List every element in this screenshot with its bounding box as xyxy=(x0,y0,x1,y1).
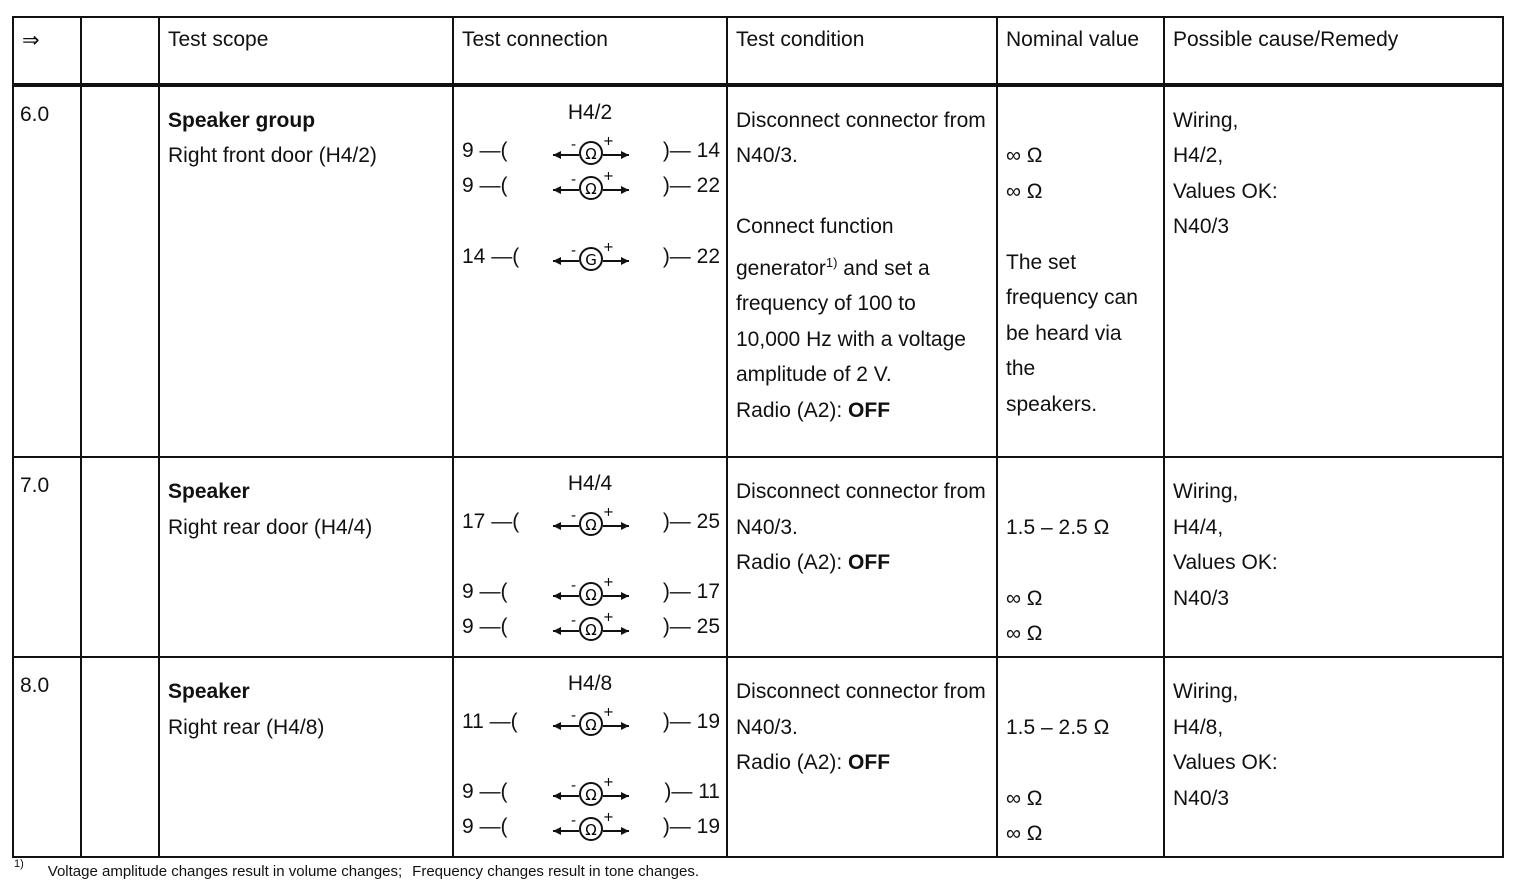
footnote-text-1: Voltage amplitude changes result in volume changes; xyxy=(47,863,403,880)
test-condition: Disconnect connector from N40/3. Radio (A2): OFF xyxy=(736,680,986,775)
header-nominal-value: Nominal value xyxy=(997,17,1164,85)
scope-title: Speaker xyxy=(168,480,250,504)
test-line xyxy=(454,813,726,843)
pin-right: )— 19 xyxy=(662,710,720,734)
connection-title: H4/8 xyxy=(567,672,613,696)
pin-right: )— 22 xyxy=(662,173,720,197)
svg-text:Ω: Ω xyxy=(585,144,597,163)
ohmmeter-icon xyxy=(553,813,633,843)
scope-subtitle: Right front door (H4/2) xyxy=(168,144,377,168)
table-row xyxy=(13,457,1503,657)
test-line xyxy=(454,778,726,808)
pin-right: )— 22 xyxy=(662,244,720,268)
svg-text:G: G xyxy=(585,250,597,269)
test-line xyxy=(454,137,726,167)
ohmmeter-icon xyxy=(553,578,633,608)
nominal-value: 1.5 – 2.5 Ω ∞ Ω ∞ Ω xyxy=(1006,515,1110,646)
test-line xyxy=(454,243,726,273)
footnote xyxy=(14,858,700,880)
scope-title: Speaker xyxy=(168,680,250,704)
svg-text:Ω: Ω xyxy=(585,621,597,640)
test-table xyxy=(12,16,1504,858)
footnote-ref: 1) xyxy=(825,254,838,270)
possible-cause: Wiring, H4/2, Values OK: N40/3 xyxy=(1173,108,1278,239)
test-line xyxy=(454,708,726,738)
pin-right: )— 19 xyxy=(662,815,720,839)
scope-title: Speaker group xyxy=(168,108,316,132)
ohmmeter-icon xyxy=(553,172,633,202)
svg-text:+: + xyxy=(603,136,614,149)
header-possible-cause: Possible cause/Remedy xyxy=(1164,17,1503,85)
pin-left: 9 —( xyxy=(462,615,508,639)
header-row xyxy=(13,17,1503,85)
pin-right: )— 25 xyxy=(662,510,720,534)
test-condition: Disconnect connector from N40/3. Radio (A2): OFF xyxy=(736,480,986,575)
svg-text:+: + xyxy=(603,813,614,826)
step-number: 6.0 xyxy=(20,102,50,126)
svg-text:Ω: Ω xyxy=(585,179,597,198)
pin-left: 9 —( xyxy=(462,173,508,197)
connection-title: H4/4 xyxy=(567,472,613,496)
pin-left: 9 —( xyxy=(462,580,508,604)
test-line xyxy=(454,578,726,608)
footnote-marker: 1) xyxy=(14,858,24,870)
svg-text:+: + xyxy=(603,171,614,184)
svg-text:+: + xyxy=(603,778,614,791)
svg-text:+: + xyxy=(603,242,614,255)
table-row xyxy=(13,85,1503,458)
test-line xyxy=(454,172,726,202)
connection-title: H4/2 xyxy=(567,100,613,124)
possible-cause: Wiring, H4/8, Values OK: N40/3 xyxy=(1173,680,1278,810)
pin-left: 17 —( xyxy=(462,510,520,534)
pin-right: )— 17 xyxy=(662,580,720,604)
pin-right: )— 11 xyxy=(664,780,720,804)
header-blank-cell xyxy=(81,17,159,85)
ohmmeter-icon xyxy=(553,137,633,167)
arrow-icon: ⇒ xyxy=(22,29,40,52)
scope-subtitle: Right rear (H4/8) xyxy=(168,715,325,739)
pin-left: 9 —( xyxy=(462,138,508,162)
step-number: 8.0 xyxy=(20,674,50,698)
step-number: 7.0 xyxy=(20,474,50,498)
pin-left: 11 —( xyxy=(462,710,518,734)
ohmmeter-icon xyxy=(553,613,633,643)
svg-text:+: + xyxy=(603,613,614,626)
ohmmeter-icon xyxy=(553,708,633,738)
svg-text:-: - xyxy=(571,136,577,153)
scope-subtitle: Right rear door (H4/4) xyxy=(168,515,373,539)
svg-text:Ω: Ω xyxy=(585,586,597,605)
svg-text:Ω: Ω xyxy=(585,716,597,735)
svg-text:-: - xyxy=(571,171,577,188)
svg-text:Ω: Ω xyxy=(585,516,597,535)
svg-text:-: - xyxy=(571,613,577,630)
header-test-scope: Test scope xyxy=(159,17,453,85)
svg-text:-: - xyxy=(571,242,577,259)
ohmmeter-icon xyxy=(553,508,633,538)
nominal-value: 1.5 – 2.5 Ω ∞ Ω ∞ Ω xyxy=(1006,715,1110,846)
svg-text:Ω: Ω xyxy=(585,786,597,805)
function-generator-icon xyxy=(553,243,633,273)
pin-right: )— 14 xyxy=(662,138,720,162)
svg-text:-: - xyxy=(571,578,577,595)
pin-left: 14 —( xyxy=(462,244,520,268)
header-test-connection: Test connection xyxy=(453,17,727,85)
svg-text:+: + xyxy=(603,708,614,721)
nominal-value: ∞ Ω ∞ Ω The set frequency can be heard via the speakers. xyxy=(1006,144,1138,416)
svg-text:Ω: Ω xyxy=(585,821,597,840)
possible-cause: Wiring, H4/4, Values OK: N40/3 xyxy=(1173,480,1278,610)
svg-text:+: + xyxy=(603,508,614,521)
ohmmeter-icon xyxy=(553,778,633,808)
pin-left: 9 —( xyxy=(462,780,508,804)
footnote-text-2: Frequency changes result in tone changes. xyxy=(412,863,700,880)
table-row xyxy=(13,657,1503,857)
svg-text:-: - xyxy=(571,813,577,830)
pin-left: 9 —( xyxy=(462,815,508,839)
svg-text:-: - xyxy=(571,708,577,725)
header-arrow-cell xyxy=(13,17,81,85)
svg-text:-: - xyxy=(571,778,577,795)
pin-right: )— 25 xyxy=(662,615,720,639)
svg-text:+: + xyxy=(603,578,614,591)
test-line xyxy=(454,613,726,643)
header-test-condition: Test condition xyxy=(727,17,997,85)
svg-text:-: - xyxy=(571,508,577,525)
test-condition: Disconnect connector from N40/3. Connect function generator$^{1)}$ and set a frequency of 100 to 10,000 Hz with a voltage amplitude of 2 V. Radio (A2): OFF xyxy=(736,108,986,422)
test-line xyxy=(454,508,726,538)
